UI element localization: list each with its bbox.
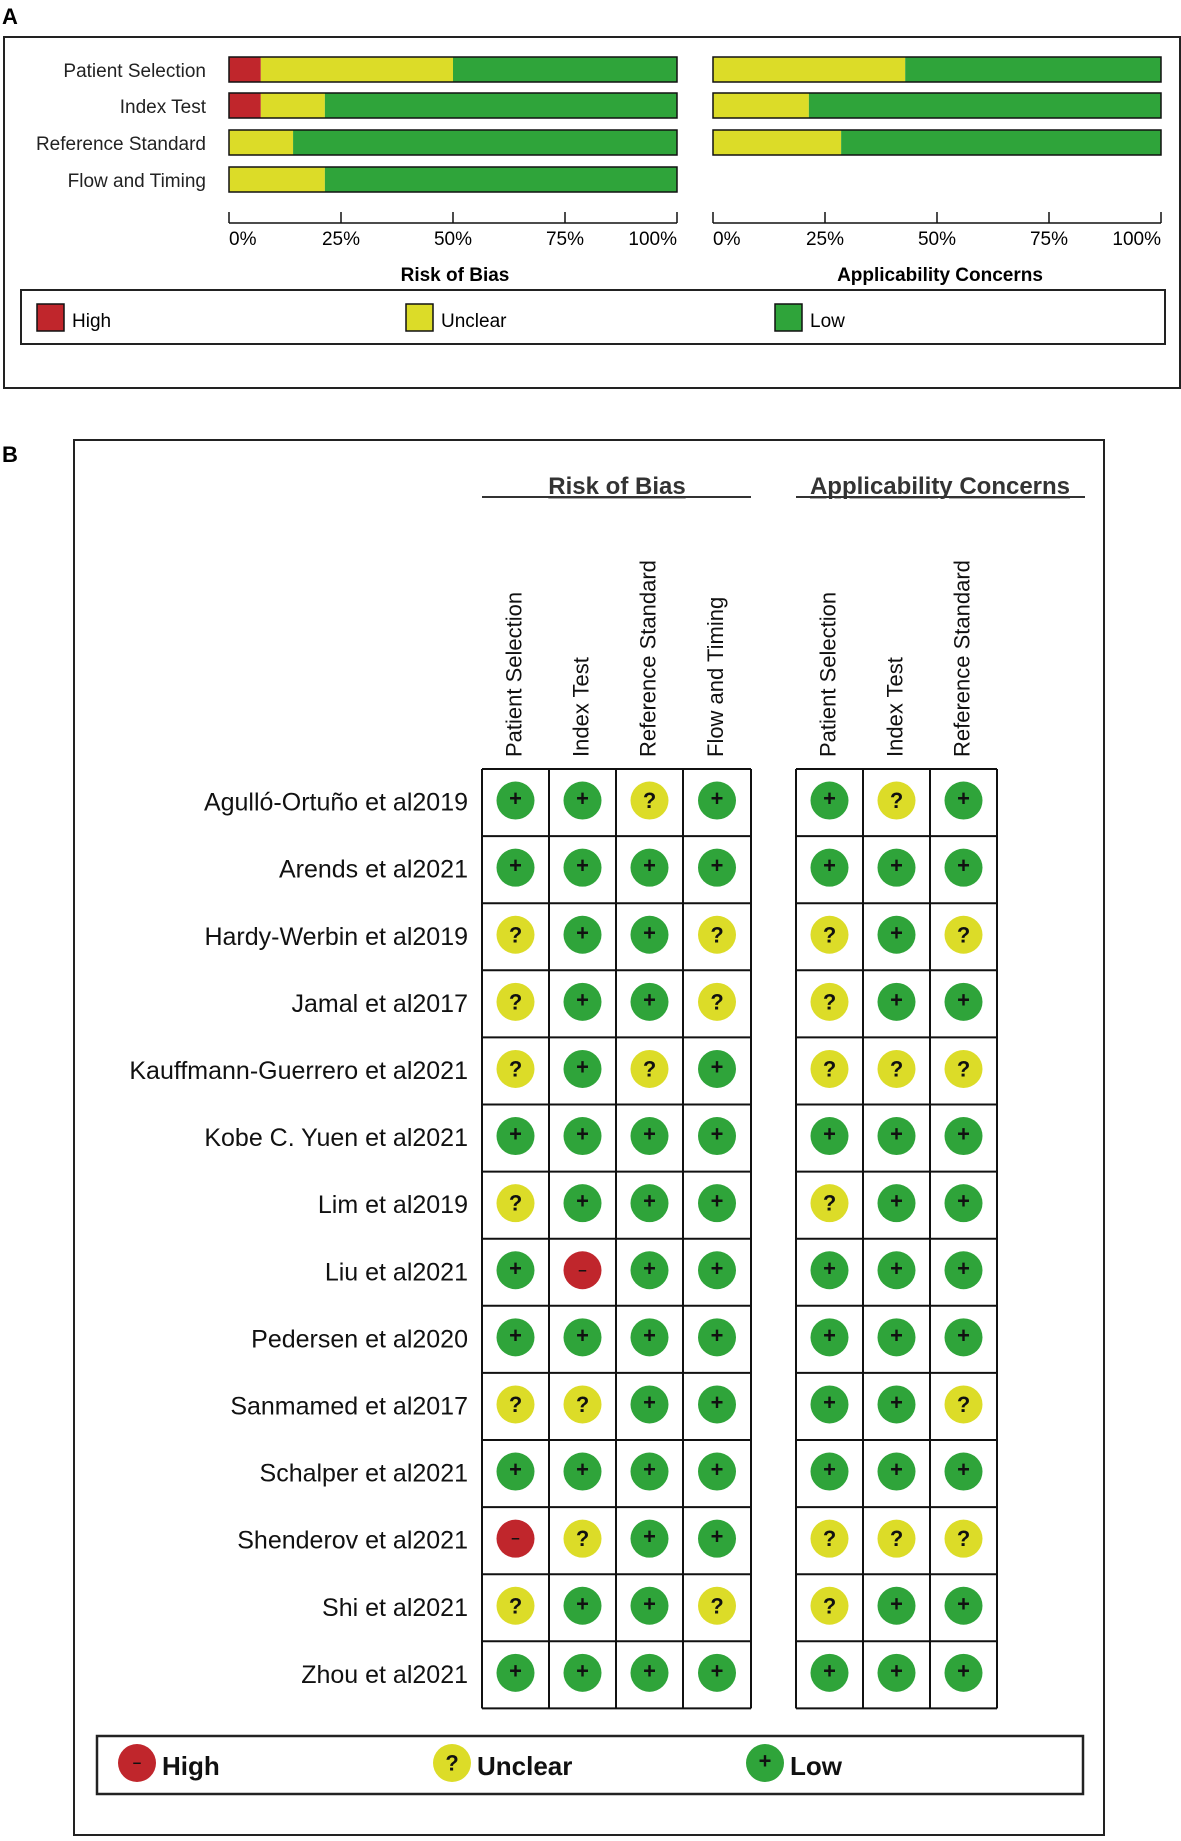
- bar-segment-risk-of-bias-flow-and-timing-unclear: [229, 167, 325, 192]
- panel-b-table: [129, 473, 1085, 1708]
- cell-rob-9-1-symbol: ?: [575, 1391, 590, 1417]
- cell-app-2-0-symbol: ?: [822, 922, 837, 948]
- legend-swatch-high: [37, 304, 64, 331]
- cell-rob-4-3-symbol: +: [710, 1054, 724, 1080]
- axis-title-applicability-concerns: Applicability Concerns: [837, 265, 1043, 286]
- panel-label-b: B: [2, 442, 18, 467]
- cell-rob-6-0-symbol: ?: [508, 1190, 523, 1216]
- category-label-patient-selection: Patient Selection: [63, 61, 206, 82]
- cell-app-10-2-symbol: +: [957, 1457, 970, 1483]
- x-tick-label-applicability-concerns-1: 25%: [805, 229, 845, 250]
- category-label-index-test: Index Test: [119, 97, 206, 118]
- cell-rob-12-1-symbol: +: [576, 1591, 589, 1617]
- cell-app-1-0-symbol: +: [823, 853, 836, 879]
- cell-rob-10-3-symbol: +: [710, 1457, 724, 1483]
- cell-app-8-0-symbol: +: [823, 1322, 836, 1348]
- cell-rob-10-1-symbol: +: [576, 1457, 589, 1483]
- cell-rob-12-3-symbol: ?: [710, 1593, 724, 1619]
- cell-rob-9-2-symbol: +: [643, 1389, 656, 1415]
- study-label-schalper-et-al2021: Schalper et al2021: [259, 1459, 468, 1488]
- panel-a-frame: [4, 37, 1180, 388]
- cell-rob-4-1-symbol: +: [576, 1054, 589, 1080]
- cell-app-10-1-symbol: +: [890, 1457, 903, 1483]
- legend-label-unclear: Unclear: [441, 311, 507, 332]
- column-header-rob-patient-selection: Patient Selection: [501, 591, 527, 757]
- column-header-app-reference-standard: Reference Standard: [949, 560, 975, 757]
- cell-rob-0-3-symbol: +: [710, 786, 724, 812]
- cell-rob-0-1-symbol: +: [576, 786, 589, 812]
- cell-rob-1-2-symbol: +: [643, 853, 656, 879]
- legend-b-label-unclear: Unclear: [477, 1751, 573, 1781]
- bar-segment-applicability-concerns-reference-standard-unclear: [713, 130, 841, 155]
- bar-segment-applicability-concerns-reference-standard-low: [841, 130, 1161, 155]
- cell-rob-10-0-symbol: +: [509, 1457, 522, 1483]
- study-label-sanmamed-et-al2017: Sanmamed et al2017: [230, 1392, 468, 1421]
- cell-rob-1-3-symbol: +: [710, 853, 724, 879]
- cell-rob-13-3-symbol: +: [710, 1658, 724, 1684]
- column-header-rob-reference-standard: Reference Standard: [635, 560, 661, 757]
- cell-rob-2-1-symbol: +: [576, 920, 589, 946]
- cell-app-5-0-symbol: +: [823, 1121, 836, 1147]
- cell-rob-3-0-symbol: ?: [508, 989, 523, 1015]
- panel-label-a: A: [2, 4, 18, 29]
- cell-rob-7-0-symbol: +: [509, 1255, 522, 1281]
- bar-segment-risk-of-bias-reference-standard-low: [293, 130, 677, 155]
- cell-app-6-0-symbol: ?: [822, 1190, 837, 1216]
- category-label-flow-and-timing: Flow and Timing: [67, 171, 206, 192]
- x-tick-label-applicability-concerns-4: 100%: [1112, 229, 1161, 250]
- cell-app-3-1-symbol: +: [890, 987, 903, 1013]
- cell-app-11-1-symbol: ?: [889, 1526, 904, 1552]
- cell-rob-12-0-symbol: ?: [508, 1593, 523, 1619]
- cell-app-7-1-symbol: +: [890, 1255, 903, 1281]
- cell-app-9-1-symbol: +: [890, 1389, 903, 1415]
- cell-app-7-2-symbol: +: [957, 1255, 970, 1281]
- column-header-rob-index-test: Index Test: [568, 657, 594, 757]
- cell-rob-8-1-symbol: +: [576, 1322, 589, 1348]
- panel-a-legend: [37, 304, 845, 332]
- cell-app-1-2-symbol: +: [957, 853, 970, 879]
- cell-rob-2-2-symbol: +: [643, 920, 656, 946]
- cell-rob-6-2-symbol: +: [643, 1188, 656, 1214]
- panel-a-charts: [36, 57, 1161, 286]
- cell-rob-0-2-symbol: ?: [642, 788, 657, 814]
- x-tick-label-applicability-concerns-0: 0%: [713, 229, 741, 250]
- study-label-arends-et-al2021: Arends et al2021: [278, 855, 468, 884]
- cell-rob-13-0-symbol: +: [509, 1658, 522, 1684]
- cell-app-0-2-symbol: +: [957, 786, 970, 812]
- bar-segment-risk-of-bias-flow-and-timing-low: [325, 167, 677, 192]
- cell-app-0-0-symbol: +: [823, 786, 836, 812]
- cell-rob-12-2-symbol: +: [643, 1591, 656, 1617]
- cell-app-10-0-symbol: +: [823, 1457, 836, 1483]
- cell-app-0-1-symbol: ?: [889, 788, 904, 814]
- cell-rob-5-0-symbol: +: [509, 1121, 522, 1147]
- cell-rob-5-1-symbol: +: [576, 1121, 589, 1147]
- panel-a-legend-box: [21, 290, 1165, 344]
- study-label-zhou-et-al2021: Zhou et al2021: [301, 1660, 468, 1689]
- legend-swatch-low: [775, 304, 802, 331]
- cell-rob-5-3-symbol: +: [710, 1121, 724, 1147]
- cell-app-13-2-symbol: +: [957, 1658, 970, 1684]
- cell-rob-7-1-symbol: –: [578, 1261, 587, 1279]
- x-tick-label-applicability-concerns-3: 75%: [1029, 229, 1069, 250]
- cell-rob-1-0-symbol: +: [509, 853, 522, 879]
- cell-rob-10-2-symbol: +: [643, 1457, 656, 1483]
- cell-app-4-0-symbol: ?: [822, 1056, 837, 1082]
- cell-rob-6-3-symbol: +: [710, 1188, 724, 1214]
- cell-rob-4-0-symbol: ?: [508, 1056, 523, 1082]
- cell-rob-0-0-symbol: +: [509, 786, 522, 812]
- cell-rob-11-3-symbol: +: [710, 1524, 724, 1550]
- study-label-shi-et-al2021: Shi et al2021: [322, 1593, 468, 1622]
- cell-rob-4-2-symbol: ?: [642, 1056, 657, 1082]
- bar-segment-risk-of-bias-index-test-unclear: [261, 93, 325, 118]
- x-tick-label-risk-of-bias-1: 25%: [321, 229, 361, 250]
- panel-b-legend-box: [97, 1736, 1083, 1794]
- cell-app-12-1-symbol: +: [890, 1591, 903, 1617]
- bar-segment-risk-of-bias-reference-standard-unclear: [229, 130, 293, 155]
- study-label-kauffmann-guerrero-et-al2021: Kauffmann-Guerrero et al2021: [129, 1056, 468, 1085]
- cell-app-4-1-symbol: ?: [889, 1056, 904, 1082]
- cell-app-5-2-symbol: +: [957, 1121, 970, 1147]
- cell-rob-7-3-symbol: +: [710, 1255, 724, 1281]
- cell-rob-8-3-symbol: +: [710, 1322, 724, 1348]
- bar-segment-applicability-concerns-index-test-low: [809, 93, 1161, 118]
- cell-app-12-2-symbol: +: [957, 1591, 970, 1617]
- cell-rob-2-0-symbol: ?: [508, 922, 523, 948]
- cell-app-12-0-symbol: ?: [822, 1593, 837, 1619]
- cell-app-1-1-symbol: +: [890, 853, 903, 879]
- cell-rob-2-3-symbol: ?: [710, 922, 724, 948]
- cell-app-6-1-symbol: +: [890, 1188, 903, 1214]
- legend-swatch-unclear: [406, 304, 433, 331]
- column-header-app-patient-selection: Patient Selection: [815, 591, 841, 757]
- legend-b-high-symbol: –: [132, 1754, 142, 1772]
- category-label-reference-standard: Reference Standard: [35, 134, 206, 155]
- cell-rob-8-0-symbol: +: [509, 1322, 522, 1348]
- group-title-applicability-concerns: Applicability Concerns: [809, 473, 1071, 500]
- bar-segment-risk-of-bias-index-test-high: [229, 93, 261, 118]
- study-label-agull-ortu-o-et-al2019: Agulló-Ortuño et al2019: [203, 788, 468, 817]
- study-label-pedersen-et-al2020: Pedersen et al2020: [251, 1325, 468, 1354]
- bar-segment-applicability-concerns-index-test-unclear: [713, 93, 809, 118]
- bar-segment-risk-of-bias-index-test-low: [325, 93, 677, 118]
- cell-rob-8-2-symbol: +: [643, 1322, 656, 1348]
- cell-rob-3-1-symbol: +: [576, 987, 589, 1013]
- cell-rob-11-2-symbol: +: [643, 1524, 656, 1550]
- cell-app-5-1-symbol: +: [890, 1121, 903, 1147]
- cell-app-6-2-symbol: +: [957, 1188, 970, 1214]
- cell-rob-7-2-symbol: +: [643, 1255, 656, 1281]
- x-tick-label-risk-of-bias-0: 0%: [229, 229, 257, 250]
- study-label-jamal-et-al2017: Jamal et al2017: [291, 989, 468, 1018]
- cell-rob-13-1-symbol: +: [576, 1658, 589, 1684]
- cell-app-11-0-symbol: ?: [822, 1526, 837, 1552]
- cell-rob-9-3-symbol: +: [710, 1389, 724, 1415]
- cell-rob-11-1-symbol: ?: [575, 1526, 590, 1552]
- cell-rob-6-1-symbol: +: [576, 1188, 589, 1214]
- cell-app-8-2-symbol: +: [957, 1322, 970, 1348]
- cell-rob-3-2-symbol: +: [643, 987, 656, 1013]
- cell-app-9-2-symbol: ?: [956, 1391, 971, 1417]
- cell-app-3-0-symbol: ?: [822, 989, 837, 1015]
- cell-app-3-2-symbol: +: [957, 987, 970, 1013]
- cell-app-7-0-symbol: +: [823, 1255, 836, 1281]
- cell-rob-13-2-symbol: +: [643, 1658, 656, 1684]
- bar-segment-applicability-concerns-patient-selection-low: [905, 57, 1161, 82]
- column-header-app-index-test: Index Test: [882, 657, 908, 757]
- cell-app-8-1-symbol: +: [890, 1322, 903, 1348]
- bar-segment-risk-of-bias-patient-selection-low: [453, 57, 677, 82]
- legend-b-label-low: Low: [790, 1751, 842, 1781]
- study-label-liu-et-al2021: Liu et al2021: [324, 1258, 468, 1287]
- x-tick-label-risk-of-bias-3: 75%: [545, 229, 585, 250]
- cell-app-11-2-symbol: ?: [956, 1526, 971, 1552]
- study-label-lim-et-al2019: Lim et al2019: [317, 1191, 468, 1220]
- study-label-kobe-c-yuen-et-al2021: Kobe C. Yuen et al2021: [204, 1124, 468, 1153]
- study-label-hardy-werbin-et-al2019: Hardy-Werbin et al2019: [204, 922, 468, 951]
- cell-app-9-0-symbol: +: [823, 1389, 836, 1415]
- column-header-rob-flow-and-timing: Flow and Timing: [702, 596, 728, 757]
- x-tick-label-risk-of-bias-2: 50%: [433, 229, 473, 250]
- cell-rob-3-3-symbol: ?: [710, 989, 724, 1015]
- legend-b-unclear-symbol: ?: [445, 1750, 459, 1776]
- legend-label-high: High: [72, 311, 112, 332]
- legend-b-low-symbol: +: [758, 1748, 772, 1774]
- cell-app-2-2-symbol: ?: [956, 922, 971, 948]
- x-tick-label-risk-of-bias-4: 100%: [628, 229, 677, 250]
- x-tick-label-applicability-concerns-2: 50%: [917, 229, 957, 250]
- axis-title-risk-of-bias: Risk of Bias: [400, 265, 510, 286]
- cell-app-2-1-symbol: +: [890, 920, 903, 946]
- legend-label-low: Low: [810, 311, 845, 332]
- cell-rob-11-0-symbol: –: [511, 1530, 520, 1548]
- bar-segment-risk-of-bias-patient-selection-high: [229, 57, 261, 82]
- cell-rob-5-2-symbol: +: [643, 1121, 656, 1147]
- cell-app-13-0-symbol: +: [823, 1658, 836, 1684]
- cell-app-4-2-symbol: ?: [956, 1056, 971, 1082]
- cell-rob-9-0-symbol: ?: [508, 1391, 523, 1417]
- panel-b-legend: [118, 1744, 843, 1782]
- cell-app-13-1-symbol: +: [890, 1658, 903, 1684]
- bar-segment-applicability-concerns-patient-selection-unclear: [713, 57, 905, 82]
- group-title-risk-of-bias: Risk of Bias: [548, 473, 686, 500]
- study-label-shenderov-et-al2021: Shenderov et al2021: [237, 1526, 468, 1555]
- cell-rob-1-1-symbol: +: [576, 853, 589, 879]
- legend-b-label-high: High: [162, 1751, 220, 1781]
- bar-segment-risk-of-bias-patient-selection-unclear: [261, 57, 453, 82]
